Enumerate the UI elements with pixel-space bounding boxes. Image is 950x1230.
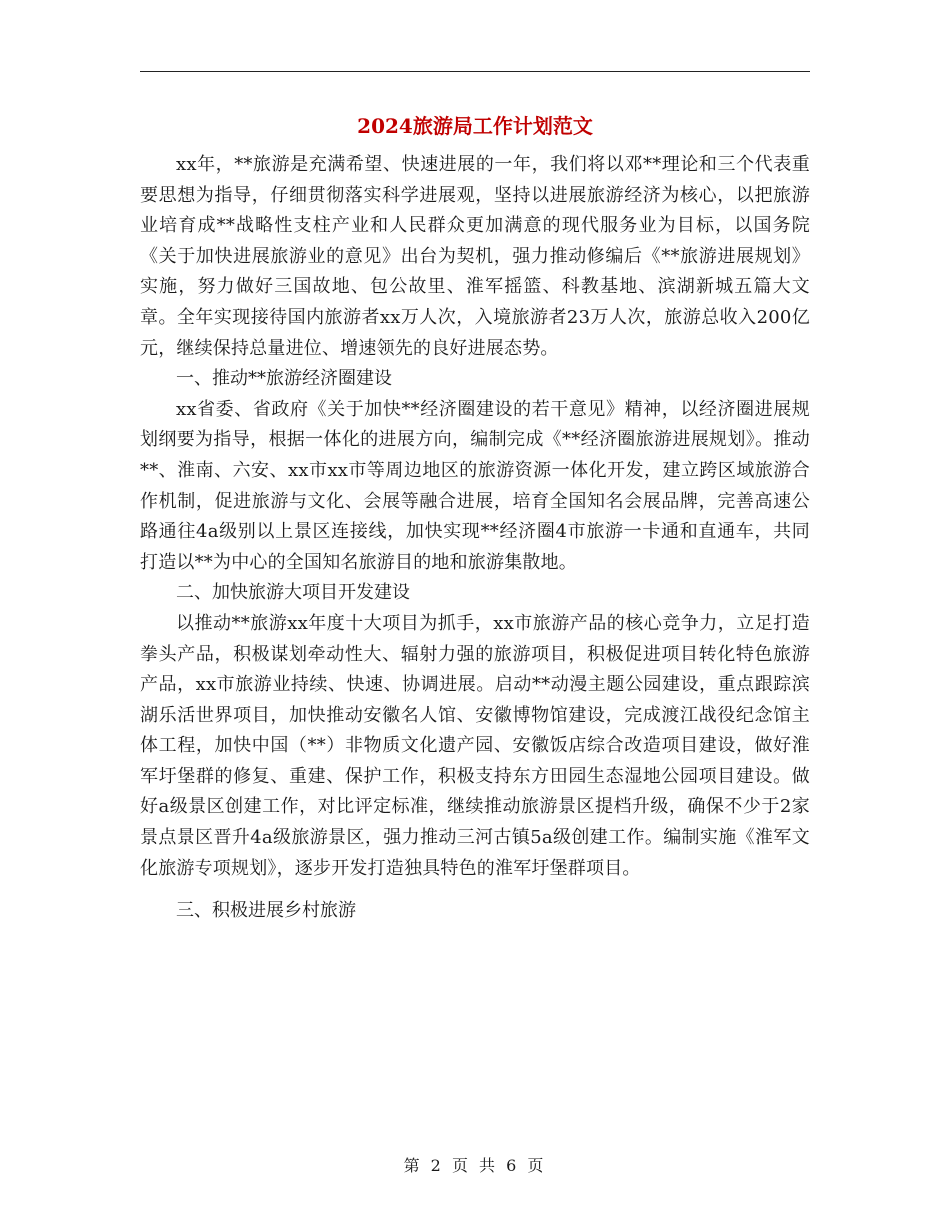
paragraph-gap <box>140 884 810 896</box>
page-footer: 第 2 页 共 6 页 <box>403 1156 547 1175</box>
section-heading-1: 一、推动**旅游经济圈建设 <box>176 368 392 390</box>
header-rule <box>140 71 810 72</box>
paragraph-section-2: 以推动**旅游xx年度十大项目为抓手，xx市旅游产品的核心竞争力，立足打造拳头产品，积极谋划牵动性大、辐射力强的旅游项目，积极促进项目转化特色旅游产品，xx市旅游业持续、快速、协调进展。启动**动漫主题公园建设，重点跟踪滨湖乐活世界项目，加快推动安徽名人馆、安徽博物馆建设，完成渡江战役纪念馆主体工程，加快中国（**）非物质文化遗产园、安徽饭店综合改造项目建设，做好淮军圩堡群的修复、重建、保护工作，积极支持东方田园生态湿地公园项目建设。做好a级景区创建工作，对比评定标准，继续推动旅游景区提档升级，确保不少于2家景点景区晋升4a级旅游景区，强力推动三河古镇5a级创建工作。编制实施《淮军文化旅游专项规划》，逐步开发打造独具特色的淮军圩堡群项目。 <box>140 612 810 879</box>
section-heading-3: 三、积极进展乡村旅游 <box>176 900 356 922</box>
section-heading-2: 二、加快旅游大项目开发建设 <box>176 582 410 604</box>
document-body <box>140 150 810 927</box>
document-title: 2024旅游局工作计划范文 <box>357 114 593 138</box>
paragraph-section-1: xx省委、省政府《关于加快**经济圈建设的若干意见》精神，以经济圈进展规划纲要为指导，根据一体化的进展方向，编制完成《**经济圈旅游进展规划》。推动**、淮南、六安、xx市xx市等周边地区的旅游资源一体化开发，建立跨区域旅游合作机制，促进旅游与文化、会展等融合进展，培育全国知名会展品牌，完善高速公路通往4a级别以上景区连接线，加快实现**经济圈4市旅游一卡通和直通车，共同打造以**为中心的全国知名旅游目的地和旅游集散地。 <box>140 398 810 573</box>
paragraph-intro: xx年，**旅游是充满希望、快速进展的一年，我们将以邓**理论和三个代表重要思想为指导，仔细贯彻落实科学进展观，坚持以进展旅游经济为核心，以把旅游业培育成**战略性支柱产业和人民群众更加满意的现代服务业为目标，以国务院《关于加快进展旅游业的意见》出台为契机，强力推动修编后《**旅游进展规划》实施，努力做好三国故地、包公故里、淮军摇篮、科教基地、滨湖新城五篇大文章。全年实现接待国内旅游者xx万人次，入境旅游者23万人次，旅游总收入200亿元，继续保持总量进位、增速领先的良好进展态势。 <box>140 154 810 359</box>
